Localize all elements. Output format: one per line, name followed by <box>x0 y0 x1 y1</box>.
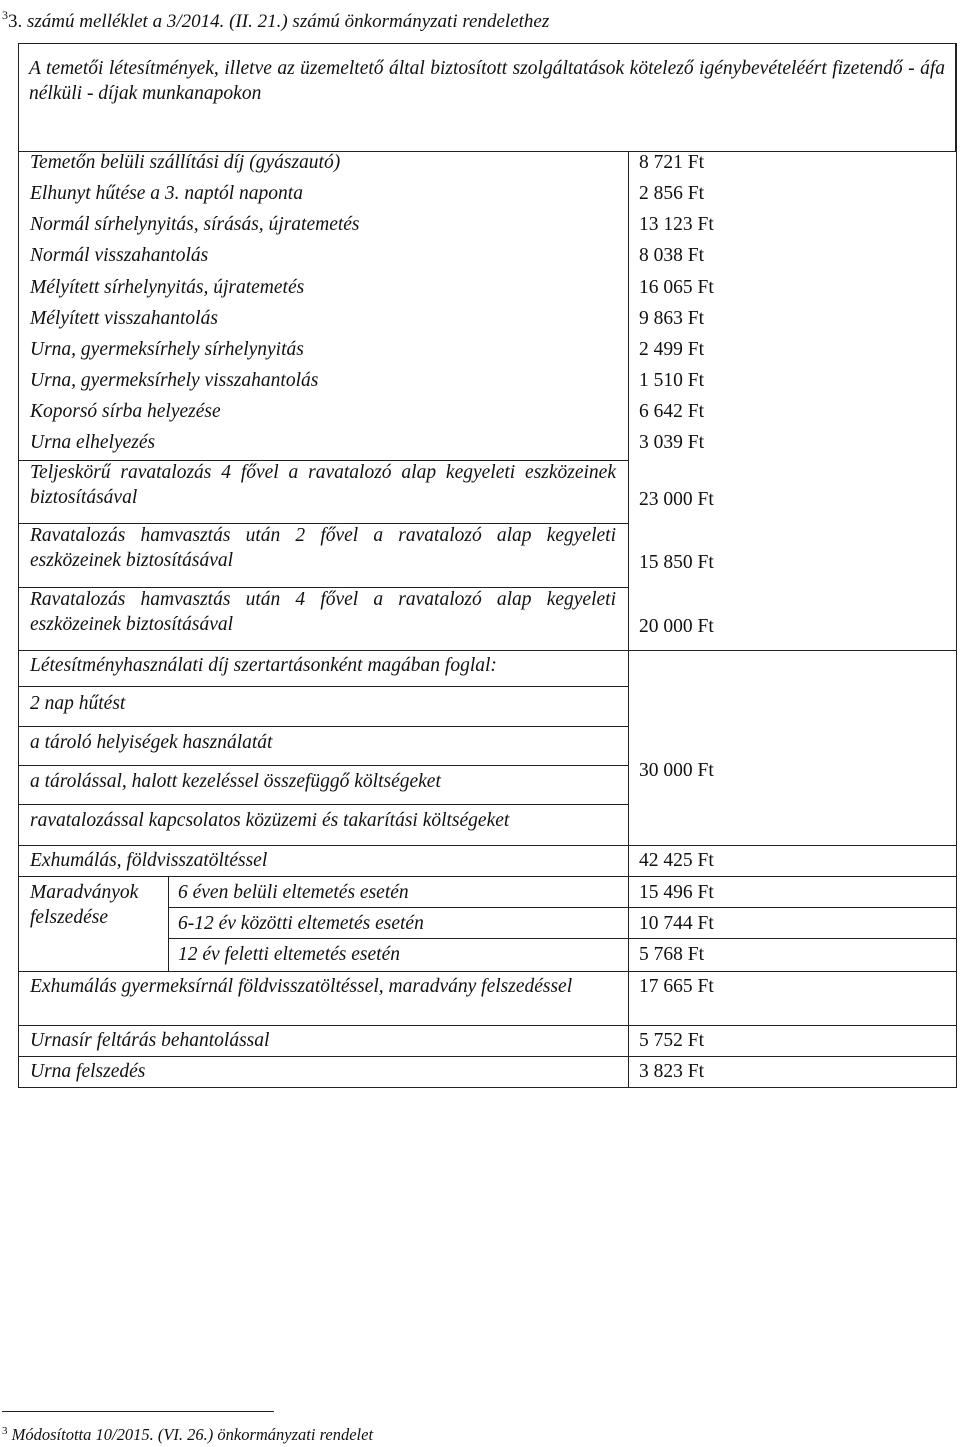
table-left-border <box>18 43 19 1088</box>
footnote-mark: 3 <box>2 1425 8 1437</box>
fee-label: Urna, gyermeksírhely sírhelynyitás <box>30 339 304 360</box>
fee-amount: 1 510 Ft <box>639 370 705 391</box>
fee-label: Exhumálás gyermeksírnál földvisszatöltéssel, maradvány felszedéssel <box>30 976 573 997</box>
header-annex-text: számú melléklet a 3/2014. (II. 21. <box>27 11 282 32</box>
remains-item-amount: 15 496 Ft <box>639 882 714 903</box>
row-divider <box>18 765 629 766</box>
fee-amount: 13 123 Ft <box>639 214 714 235</box>
row-divider <box>18 1025 957 1026</box>
exhumation-amount: 42 425 Ft <box>639 850 714 871</box>
remains-label: Maradványok felszedése <box>30 882 139 928</box>
exhumation-label: Exhumálás, földvisszatöltéssel <box>30 850 268 871</box>
remains-item-label: 6 éven belüli eltemetés esetén <box>178 882 409 903</box>
fee-label: Koporsó sírba helyezése <box>30 401 221 422</box>
remains-subdivider <box>168 876 169 971</box>
facility-item: a tárolással, halott kezeléssel összefüggő költségeket <box>30 771 441 792</box>
fee-amount: 6 642 Ft <box>639 401 705 422</box>
footnote-reference: 3 <box>2 8 8 22</box>
row-divider <box>18 971 957 972</box>
fee-amount: 5 752 Ft <box>639 1030 705 1051</box>
table-bottom-border <box>18 1087 957 1088</box>
remains-item-label: 6-12 év közötti eltemetés esetén <box>178 913 424 934</box>
fee-amount: 3 039 Ft <box>639 432 705 453</box>
table-right-border <box>956 43 957 1088</box>
facility-item: 2 nap hűtést <box>30 693 126 714</box>
remains-item-amount: 10 744 Ft <box>639 913 714 934</box>
footnote-text: Módosította 10/2015. (VI. 26.) önkormányzati rendelet <box>11 1425 374 1444</box>
fee-amount: 2 499 Ft <box>639 339 705 360</box>
row-divider <box>18 876 957 877</box>
footnote-separator <box>2 1411 274 1412</box>
fee-label: Teljeskörű ravatalozás 4 fővel a ravatalozó alap kegyeleti eszközeinek biztosításával <box>30 462 616 508</box>
row-divider <box>18 726 629 727</box>
facility-item: a tároló helyiségek használatát <box>30 732 273 753</box>
fee-label: Urna felszedés <box>30 1061 146 1082</box>
header-number: 3. <box>8 11 27 32</box>
fee-label: Mélyített visszahantolás <box>30 308 218 329</box>
fee-amount: 2 856 Ft <box>639 183 705 204</box>
fee-amount: 17 665 Ft <box>639 976 714 997</box>
row-divider <box>168 938 957 939</box>
header-annex-text-end: ) számú önkormányzati rendelethez <box>281 11 550 32</box>
amount-column-divider <box>628 152 629 1088</box>
row-divider <box>18 686 629 687</box>
fee-label: Urna elhelyezés <box>30 432 156 453</box>
row-divider <box>18 523 629 524</box>
fee-amount: 15 850 Ft <box>639 552 714 573</box>
fee-label: Ravatalozás hamvasztás után 4 fővel a ravatalozó alap kegyeleti eszközeinek biztosításával <box>30 589 616 635</box>
row-divider <box>168 907 957 908</box>
fee-label: Mélyített sírhelynyitás, újratemetés <box>30 277 305 298</box>
fee-amount: 3 823 Ft <box>639 1061 705 1082</box>
fee-amount: 9 863 Ft <box>639 308 705 329</box>
document-header <box>2 3 549 34</box>
fee-label: Temetőn belüli szállítási díj (gyászautó) <box>30 152 341 173</box>
facility-title: Létesítményhasználati díj szertartásonként magában foglal: <box>30 655 497 676</box>
fee-label: Urnasír feltárás behantolással <box>30 1030 270 1051</box>
facility-amount: 30 000 Ft <box>639 760 714 781</box>
fee-label: Ravatalozás hamvasztás után 2 fővel a ravatalozó alap kegyeleti eszközeinek biztosításával <box>30 525 616 571</box>
remains-item-amount: 5 768 Ft <box>639 944 705 965</box>
row-divider <box>18 845 957 846</box>
fee-label: Urna, gyermeksírhely visszahantolás <box>30 370 319 391</box>
row-divider <box>18 460 629 461</box>
fee-label: Normál sírhelynyitás, sírásás, újratemetés <box>30 214 360 235</box>
row-divider <box>18 1056 957 1057</box>
fee-label: Normál visszahantolás <box>30 245 209 266</box>
remains-item-label: 12 év feletti eltemetés esetén <box>178 944 400 965</box>
table-top-border <box>18 151 957 152</box>
fee-amount: 8 038 Ft <box>639 245 705 266</box>
fee-label: Elhunyt hűtése a 3. naptól naponta <box>30 183 303 204</box>
fee-amount: 16 065 Ft <box>639 277 714 298</box>
fee-amount: 20 000 Ft <box>639 616 714 637</box>
title-box <box>18 43 956 152</box>
fee-amount: 8 721 Ft <box>639 152 705 173</box>
footnote <box>2 1421 373 1445</box>
fee-table-title: A temetői létesítmények, illetve az üzemeltető által biztosított szolgáltatások kötelező igénybevételéért fizetendő - áfa nélküli - díjak munkanapokon <box>29 58 945 104</box>
row-divider <box>18 650 957 651</box>
fee-amount: 23 000 Ft <box>639 489 714 510</box>
facility-item: ravatalozással kapcsolatos közüzemi és takarítási költségeket <box>30 810 510 831</box>
row-divider <box>18 587 629 588</box>
row-divider <box>18 804 629 805</box>
